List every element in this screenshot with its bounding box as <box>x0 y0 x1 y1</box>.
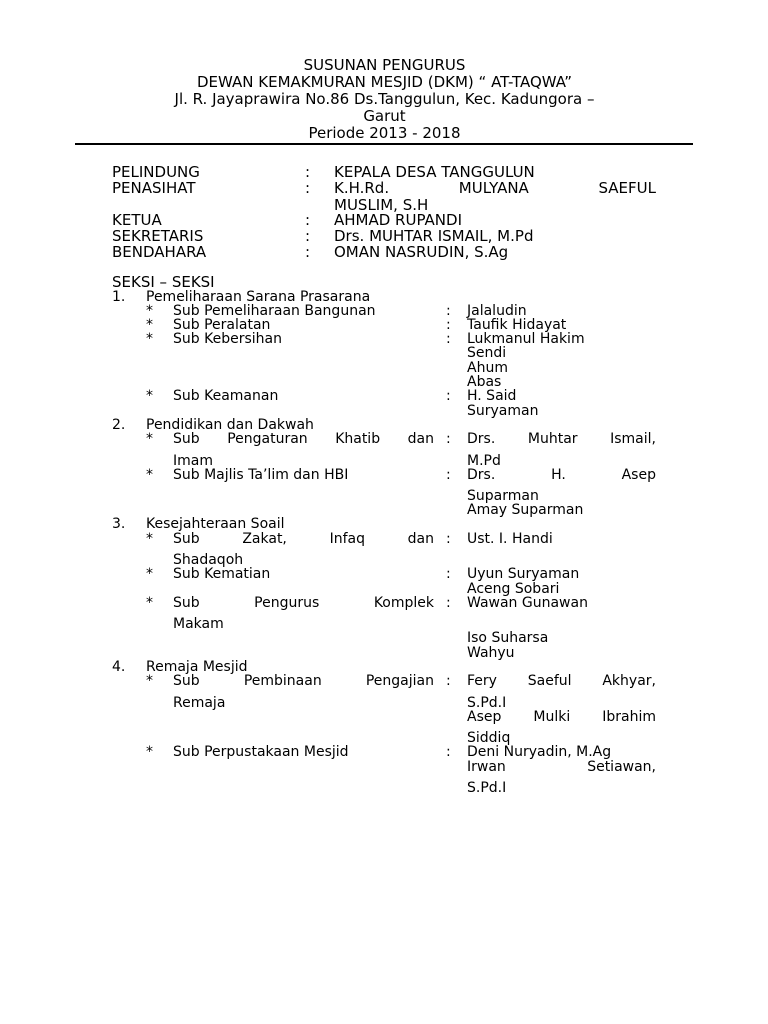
pelindung-value: KEPALA DESA TANGGULUN <box>334 163 535 181</box>
header-divider <box>75 143 693 145</box>
header-title: SUSUNAN PENGURUS <box>303 56 466 74</box>
header-address: Jl. R. Jayaprawira No.86 Ds.Tanggulun, Kec. Kadungora – <box>174 90 595 108</box>
sub-pengajian-value2-line2: Siddiq <box>467 730 511 746</box>
sub-zakat-value: Ust. I. Handi <box>467 531 553 547</box>
bullet: * <box>146 595 153 611</box>
bullet: * <box>146 744 153 760</box>
value-word: Saeful <box>527 673 572 689</box>
value-word: Ismail, <box>610 431 656 447</box>
sub-perpustakaan-value2-line1 <box>467 760 656 775</box>
penasihat-value-line1 <box>334 180 656 197</box>
label-word: Khatib <box>335 431 381 447</box>
label-word: Komplek <box>373 595 434 611</box>
sub-pengajian-value-line2: S.Pd.I <box>467 695 507 711</box>
section-1-title: Pemeliharaan Sarana Prasarana <box>146 289 371 305</box>
value-word: Fery <box>467 673 497 689</box>
value-word: H. <box>551 467 566 483</box>
value-word: Akhyar, <box>602 673 656 689</box>
sub-peralatan-label: Sub Peralatan <box>173 317 271 333</box>
bendahara-label: BENDAHARA <box>112 243 207 261</box>
pelindung-label: PELINDUNG <box>112 163 200 181</box>
bullet: * <box>146 531 153 547</box>
sub-majlis-member: Amay Suparman <box>467 502 584 518</box>
section-1-number: 1. <box>112 289 126 305</box>
pelindung-colon: : <box>305 163 311 181</box>
sub-kematian-label: Sub Kematian <box>173 566 271 582</box>
penasihat-label: PENASIHAT <box>112 179 196 197</box>
sekretaris-value: Drs. MUHTAR ISMAIL, M.Pd <box>334 227 534 245</box>
value-word: Setiawan, <box>587 759 656 775</box>
sub-zakat-label-line2: Shadaqoh <box>173 552 244 568</box>
penasihat-value-word: MULYANA <box>458 179 529 197</box>
label-word: Sub <box>173 531 200 547</box>
sub-khatib-value-line2: M.Pd <box>467 453 501 469</box>
colon: : <box>446 303 451 319</box>
label-word: Sub <box>173 431 200 447</box>
sub-zakat-label-line1 <box>173 532 434 547</box>
sub-keamanan-member: Suryaman <box>467 403 539 419</box>
value-word: Mulki <box>533 709 571 725</box>
sub-majlis-value-line2: Suparman <box>467 488 539 504</box>
sub-majlis-value-line1 <box>467 468 656 483</box>
label-word: dan <box>407 431 434 447</box>
sub-bangunan-value: Jalaludin <box>467 303 527 319</box>
label-word: Zakat, <box>242 531 287 547</box>
sub-keamanan-label: Sub Keamanan <box>173 388 279 404</box>
label-word: Pembinaan <box>243 673 322 689</box>
colon: : <box>446 531 451 547</box>
bullet: * <box>146 673 153 689</box>
colon: : <box>446 331 451 347</box>
penasihat-value-word: K.H.Rd. <box>334 179 390 197</box>
label-word: dan <box>407 531 434 547</box>
sub-kematian-member: Aceng Sobari <box>467 581 560 597</box>
sub-majlis-label: Sub Majlis Ta’lim dan HBI <box>173 467 349 483</box>
sub-khatib-label-line1 <box>173 432 434 447</box>
colon: : <box>446 317 451 333</box>
label-word: Pengajian <box>365 673 434 689</box>
section-3-number: 3. <box>112 516 126 532</box>
sub-bangunan-label: Sub Pemeliharaan Bangunan <box>173 303 376 319</box>
colon: : <box>446 566 451 582</box>
sub-makam-label-line2: Makam <box>173 616 224 632</box>
bullet: * <box>146 566 153 582</box>
value-word: Drs. <box>467 467 496 483</box>
sub-pengajian-label-line2: Remaja <box>173 695 226 711</box>
value-word: Irwan <box>467 759 506 775</box>
value-word: Ibrahim <box>602 709 656 725</box>
colon: : <box>446 744 451 760</box>
ketua-colon: : <box>305 211 311 229</box>
section-4-number: 4. <box>112 659 126 675</box>
sub-keamanan-member: H. Said <box>467 388 517 404</box>
sub-pengajian-value2-line1 <box>467 710 656 725</box>
sub-perpustakaan-value2-line2: S.Pd.I <box>467 780 507 796</box>
sub-makam-member: Wahyu <box>467 645 515 661</box>
value-word: Muhtar <box>527 431 578 447</box>
sub-khatib-label-line2: Imam <box>173 453 213 469</box>
sub-peralatan-value: Taufik Hidayat <box>467 317 567 333</box>
label-word: Pengurus <box>254 595 320 611</box>
label-word: Pengaturan <box>227 431 308 447</box>
sub-khatib-value-line1 <box>467 432 656 447</box>
sub-makam-member: Iso Suharsa <box>467 630 549 646</box>
colon: : <box>446 595 451 611</box>
sub-kebersihan-member: Sendi <box>467 345 507 361</box>
label-word: Sub <box>173 595 200 611</box>
sub-kebersihan-member: Abas <box>467 374 502 390</box>
sub-kebersihan-member: Ahum <box>467 360 508 376</box>
bullet: * <box>146 331 153 347</box>
value-word: Drs. <box>467 431 496 447</box>
sub-kebersihan-member: Lukmanul Hakim <box>467 331 585 347</box>
value-word: Asep <box>621 467 656 483</box>
ketua-value: AHMAD RUPANDI <box>334 211 463 229</box>
penasihat-colon: : <box>305 179 311 197</box>
section-4-title: Remaja Mesjid <box>146 659 248 675</box>
label-word: Infaq <box>329 531 365 547</box>
header-organization: DEWAN KEMAKMURAN MESJID (DKM) “ AT-TAQWA” <box>197 73 572 91</box>
header-city: Garut <box>363 107 406 125</box>
document-header <box>112 57 657 142</box>
sekretaris-label: SEKRETARIS <box>112 227 204 245</box>
penasihat-value-word: SAEFUL <box>598 179 656 197</box>
sub-kebersihan-label: Sub Kebersihan <box>173 331 282 347</box>
bullet: * <box>146 317 153 333</box>
colon: : <box>446 431 451 447</box>
sub-pengajian-label-line1 <box>173 674 434 689</box>
bendahara-value: OMAN NASRUDIN, S.Ag <box>334 243 509 261</box>
sekretaris-colon: : <box>305 227 311 245</box>
colon: : <box>446 467 451 483</box>
bullet: * <box>146 431 153 447</box>
sub-makam-label-line1 <box>173 596 434 611</box>
sub-perpustakaan-label: Sub Perpustakaan Mesjid <box>173 744 349 760</box>
section-2-title: Pendidikan dan Dakwah <box>146 417 314 433</box>
penasihat-value-line2: MUSLIM, S.H <box>334 196 429 214</box>
sub-makam-member: Wawan Gunawan <box>467 595 588 611</box>
label-word: Sub <box>173 673 200 689</box>
section-3-title: Kesejahteraan Soail <box>146 516 285 532</box>
bendahara-colon: : <box>305 243 311 261</box>
bullet: * <box>146 388 153 404</box>
sub-perpustakaan-member: Deni Nuryadin, M.Ag <box>467 744 612 760</box>
sub-pengajian-value-line1 <box>467 674 656 689</box>
section-2-number: 2. <box>112 417 126 433</box>
value-word: Asep <box>467 709 502 725</box>
sub-kematian-member: Uyun Suryaman <box>467 566 580 582</box>
sections-title: SEKSI – SEKSI <box>112 273 215 291</box>
colon: : <box>446 673 451 689</box>
header-period: Periode 2013 - 2018 <box>308 124 461 142</box>
bullet: * <box>146 467 153 483</box>
ketua-label: KETUA <box>112 211 162 229</box>
colon: : <box>446 388 451 404</box>
bullet: * <box>146 303 153 319</box>
